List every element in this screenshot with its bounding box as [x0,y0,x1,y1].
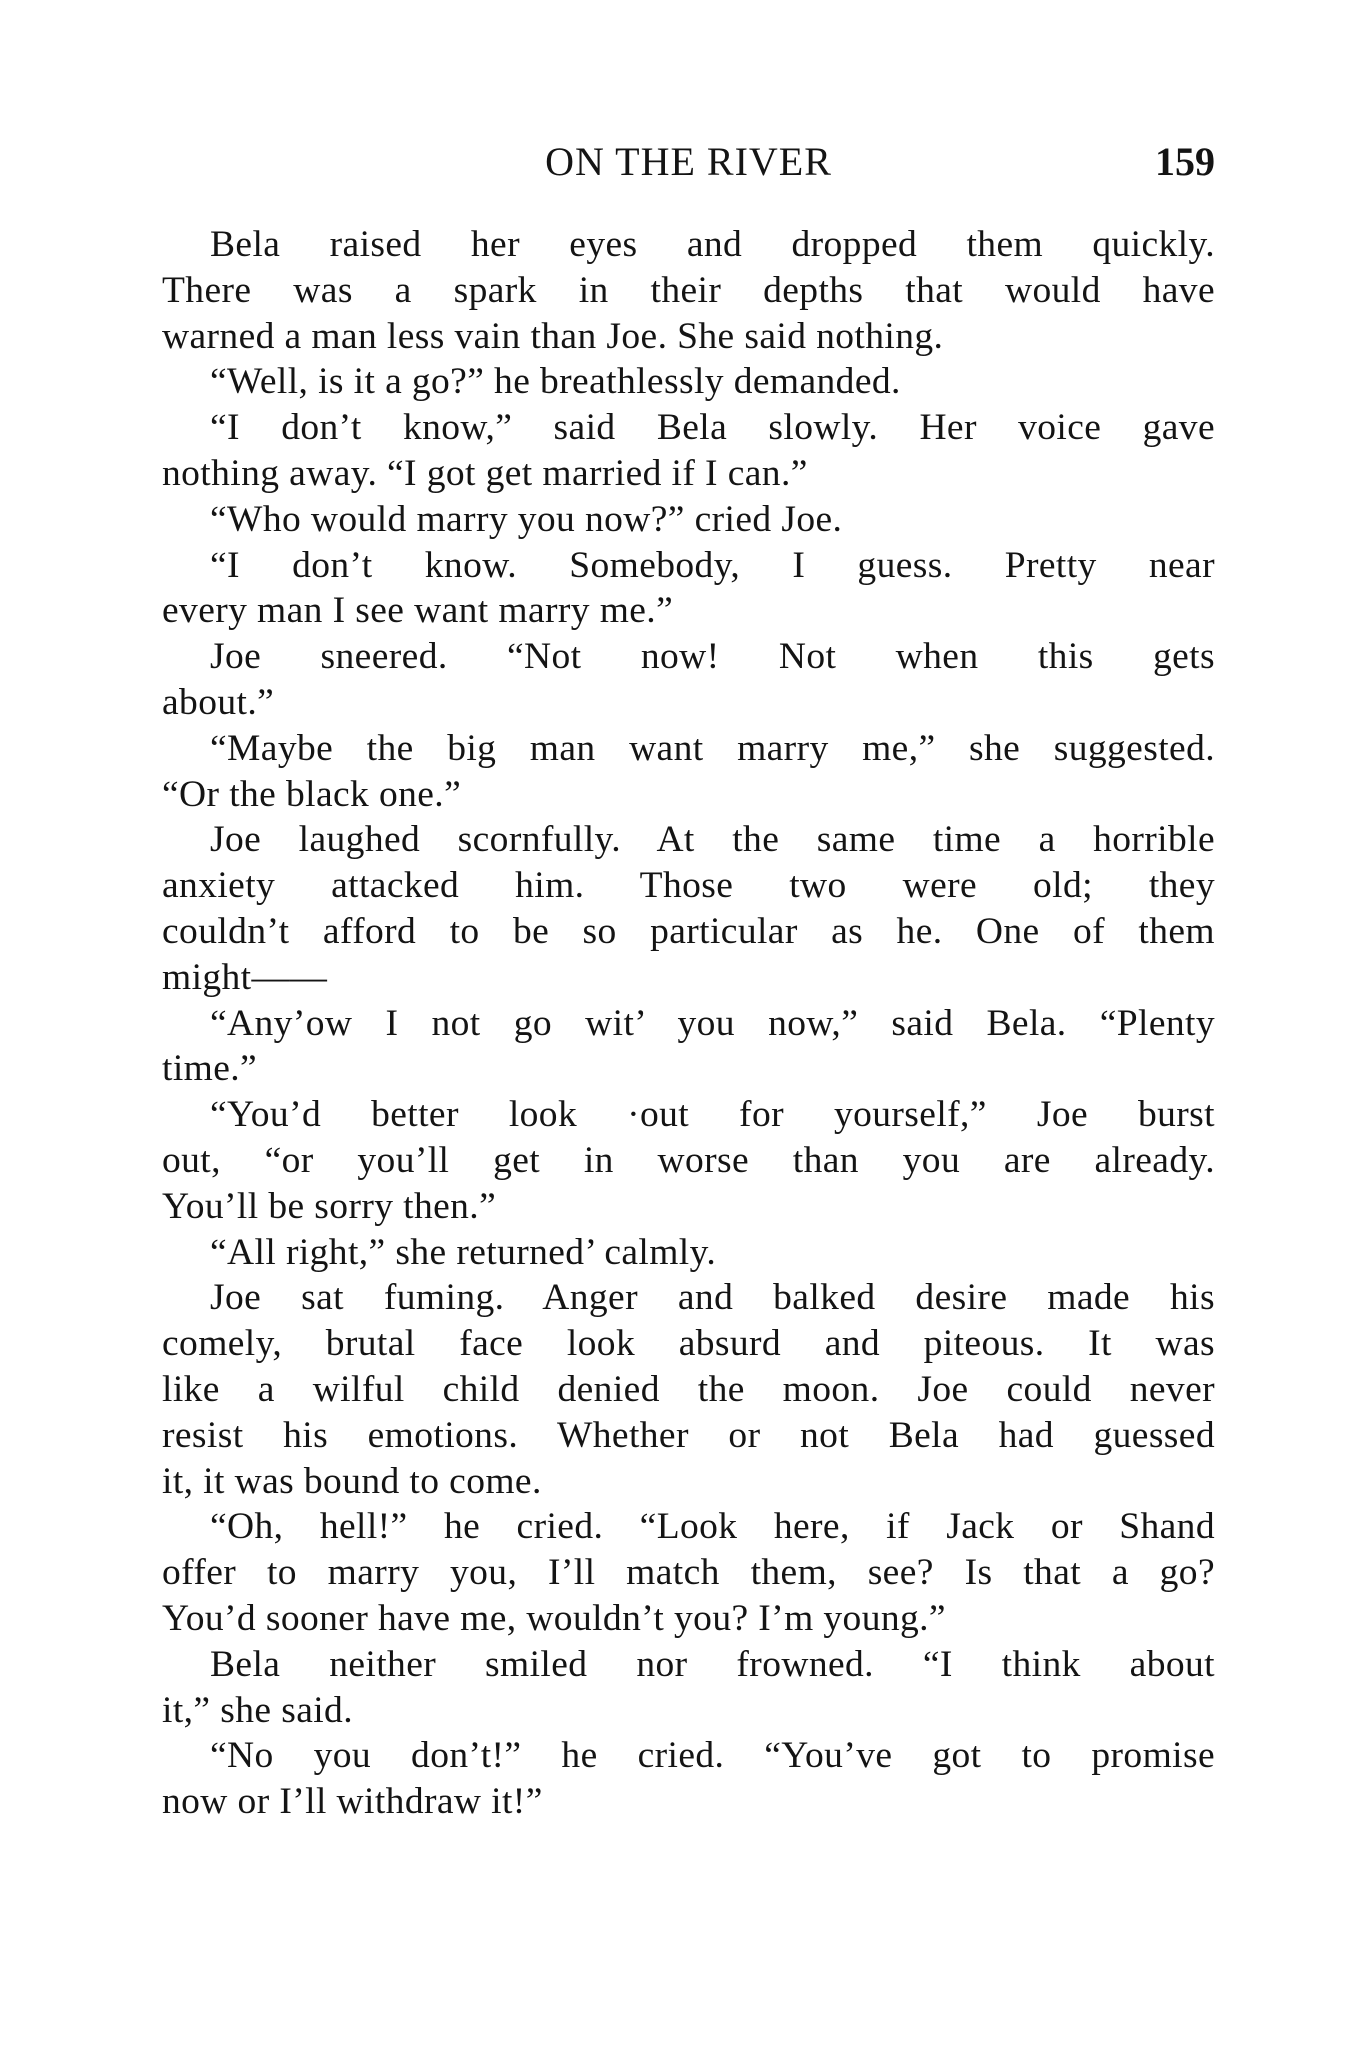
text-line: offer to marry you, I’ll match them, see? Is that a go? [162,1552,1215,1594]
text-line: might—— [162,956,328,998]
text-line: it, it was bound to come. [162,1460,542,1502]
text-line: now or I’ll withdraw it!” [162,1781,543,1823]
text-line: out, “or you’ll get in worse than you are already. [162,1139,1215,1181]
text-line: You’d sooner have me, wouldn’t you? I’m young.” [162,1597,946,1639]
text-line: anxiety attacked him. Those two were old; they [162,865,1215,907]
text-line: resist his emotions. Whether or not Bela had guessed [162,1414,1215,1456]
text-line: “You’d better look ·out for yourself,” Joe burst [210,1094,1215,1136]
text-line: it,” she said. [162,1689,353,1731]
text-line: time.” [162,1048,258,1090]
text-line: Bela neither smiled nor frowned. “I think about [210,1643,1215,1685]
text-line: “Oh, hell!” he cried. “Look here, if Jack or Shand [210,1506,1215,1548]
text-line: Joe sat fuming. Anger and balked desire made his [210,1277,1215,1319]
text-line: Bela raised her eyes and dropped them quickly. [210,224,1215,265]
text-line: “All right,” she returned’ calmly. [210,1231,717,1273]
chapter-title: ON THE RIVER [545,139,832,184]
page-number: 159 [1155,139,1215,184]
text-line: “Who would marry you now?” cried Joe. [210,498,843,540]
running-head [162,132,1215,192]
text-line: “Or the black one.” [162,773,462,815]
text-line: about.” [162,681,275,723]
text-line: “Well, is it a go?” he breathlessly demanded. [210,361,901,403]
text-line: “I don’t know,” said Bela slowly. Her voice gave [210,407,1215,449]
text-line: You’ll be sorry then.” [162,1185,497,1227]
text-line: “No you don’t!” he cried. “You’ve got to promise [210,1735,1215,1777]
text-line: “Maybe the big man want marry me,” she suggested. [210,727,1215,769]
text-line: every man I see want marry me.” [162,590,674,632]
text-line: warned a man less vain than Joe. She said nothing. [162,315,944,357]
text-line: Joe laughed scornfully. At the same time a horrible [210,819,1215,861]
text-line: comely, brutal face look absurd and piteous. It was [162,1323,1215,1365]
text-line: “I don’t know. Somebody, I guess. Pretty near [210,544,1215,586]
text-line: like a wilful child denied the moon. Joe could never [162,1368,1215,1410]
text-line: couldn’t afford to be so particular as he. One of them [162,910,1215,952]
text-line: Joe sneered. “Not now! Not when this gets [210,636,1215,678]
text-line: nothing away. “I got get married if I can.” [162,452,808,494]
body-text [162,222,1215,1825]
text-line: “Any’ow I not go wit’ you now,” said Bela. “Plenty [210,1002,1215,1044]
text-line: There was a spark in their depths that would have [162,269,1215,311]
